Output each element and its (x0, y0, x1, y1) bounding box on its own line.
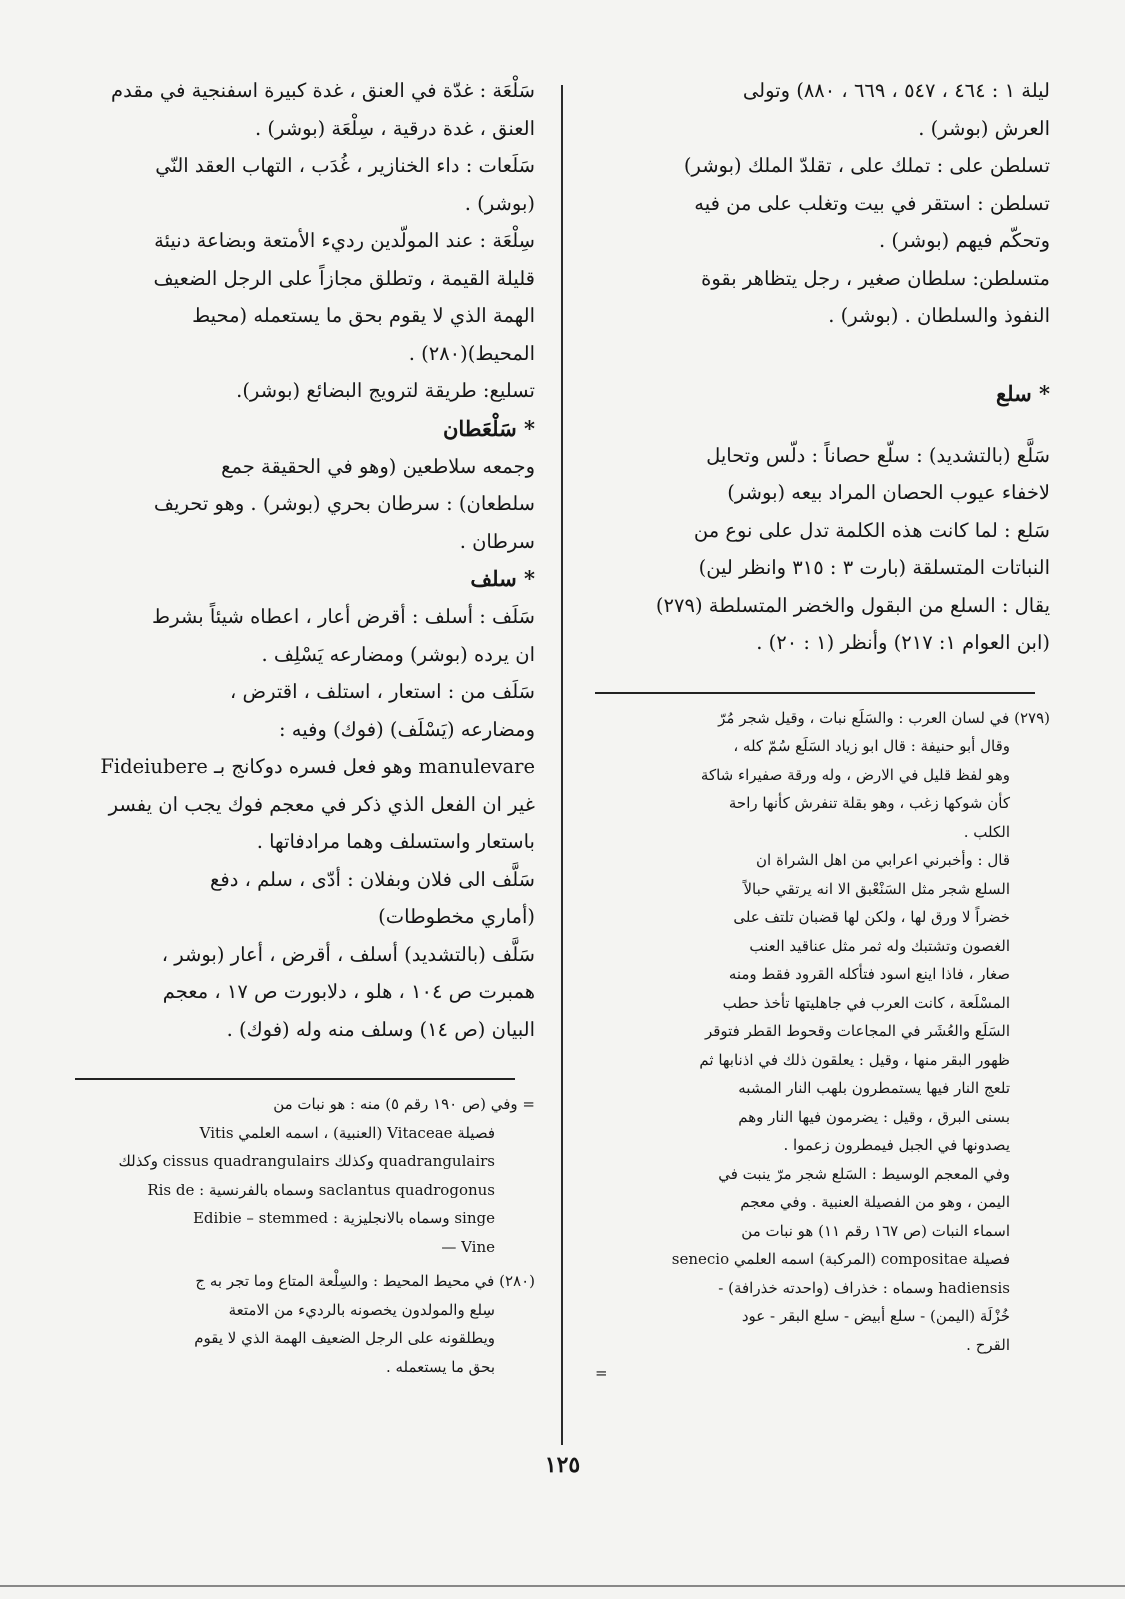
footnote-line: الكلب . (963, 822, 1010, 841)
entry-line: manulevare وهو فعل فسره دوكانج بـ Fideiubere (100, 755, 535, 778)
entry-line: العرش (بوشر) . (918, 116, 1050, 140)
footnote-line: بسنى البرق ، وقيل : يضرمون فيها النار وهم (738, 1107, 1010, 1126)
footnote-line: خُزْلَة (اليمن) - سلع أبيض - سلع البقر - عود (741, 1307, 1010, 1325)
footnote-line: القرح . (966, 1335, 1010, 1354)
entry-line: تسلطن على : تملك على ، تقلدّ الملك (بوشر) (683, 154, 1050, 177)
footnote-continuation (75, 1090, 535, 1261)
footnote-line: كأن شوكها زغب ، وهو بقلة تنفرش كأنها راحة (728, 794, 1010, 812)
entry-line: غير ان الفعل الذي ذكر في معجم فوك يجب ان يفسر (108, 792, 535, 816)
entry-line: باستعار واستسلف وهما مرادفاتها . (256, 830, 535, 853)
entry-line: متسلطن: سلطان صغير ، رجل يتظاهر بقوة (701, 266, 1050, 290)
footnote-line: سِلع والمولدون يخصونه بالرديء من الامتعة (228, 1300, 495, 1319)
footnote-line: وهو لفظ قليل في الارض ، وله ورقة صفيراء شاكة (700, 765, 1010, 784)
entry-line: قليلة القيمة ، وتطلق مجازاً على الرجل الضعيف (153, 266, 535, 290)
entry-line: سَلَّف (بالتشديد) أسلف ، أقرض ، أعار (بوشر ، (161, 942, 535, 966)
entry-line: العنق ، غدة درقية ، سِلْعَة (بوشر) . (255, 116, 535, 140)
section-heading: * سلع (995, 380, 1050, 406)
section-heading: * سَلْعَطان (442, 415, 535, 441)
footnote-279 (595, 704, 1050, 1388)
spacer (595, 335, 1050, 375)
entry-line: سَلَعات : داء الخنازير ، غُدَب ، التهاب العقد النّي (155, 154, 535, 177)
entry-line: ان يرده (بوشر) ومضارعه يَسْلِف . (261, 642, 535, 666)
footnote-line: الغصون وتشتبك وله ثمر مثل عناقيد العنب (749, 936, 1010, 955)
footnote-rule (595, 692, 1035, 694)
entry-line: الهمة الذي لا يقوم بحق ما يستعمله (محيط (192, 304, 535, 327)
footnote-line: اليمن ، وهو من الفصيلة العنبية . وفي معجم (740, 1193, 1010, 1211)
footnote-line: Vine — (441, 1237, 495, 1256)
entry-line: (أماري مخطوطات) (378, 905, 535, 928)
entry-line: سَلَف من : استعار ، استلف ، اقترض ، (230, 680, 535, 703)
entry-line: تسليع: طريقة لترويج البضائع (بوشر). (236, 379, 535, 402)
footnote-line: السلع شجر مثل السَنْعْبق الا انه يرتقي حبالاً (743, 879, 1010, 898)
entry-line: سرطان . (459, 529, 535, 553)
footnote-line: hadiensis وسماه : خذراف (واحدته خذرافة) - (718, 1278, 1010, 1297)
entry-line: تسلطن : استقر في بيت وتغلب على من فيه (694, 191, 1050, 215)
entry-line: سَلَف : أسلف : أقرض أعار ، اعطاه شيئاً بشرط (152, 605, 535, 628)
entry-line: النفوذ والسلطان . (بوشر) . (828, 304, 1050, 327)
footnote-line: تلعج النار فيها يستمطرون بلهب النار المشبه (738, 1079, 1010, 1097)
footnote-line: خضراً لا ورق لها ، ولكن لها قضبان تلتف على (733, 908, 1010, 926)
footnote-line: فصيلة compositae (المركبة) اسمه العلمي senecio (671, 1250, 1010, 1268)
footnote-line: المسْلَعة ، كانت العرب في جاهليتها تأخذ حطب (722, 993, 1010, 1012)
entry-line: سَلع : لما كانت هذه الكلمة تدل على نوع من (693, 518, 1050, 542)
footnote-line: يصدونها في الجبل فيمطرون زعموا . (783, 1136, 1010, 1154)
footnote-line: وقال أبو حنيفة : قال ابو زياد السَلَع سُمّ كله ، (733, 737, 1010, 755)
section-heading: * سلف (470, 566, 535, 591)
footnote-line: قال : وأخبرني اعرابي من اهل الشراة ان (756, 851, 1010, 869)
left-column (75, 72, 535, 1381)
footnote-line: (٢٧٩) في لسان العرب : والسَلَع نبات ، وقيل شجر مُرّ (718, 708, 1050, 727)
footnote-line: صغار ، فاذا اينع اسود فتأكله القرود فقط ومنه (728, 965, 1010, 983)
entry-line: سِلْعَة : عند المولّدين رديء الأمتعة وبضاعة دنيئة (154, 229, 535, 252)
spacer (595, 413, 1050, 437)
entry-line: البيان (ص ١٤) وسلف منه وله (فوك) . (226, 1017, 535, 1041)
footnote-rule (75, 1078, 515, 1080)
entry-line: سَلَّف الى فلان وبفلان : أدّى ، سلم ، دفع (210, 867, 535, 891)
footnote-280 (75, 1267, 535, 1381)
footnote-line: ظهور البقر منها ، وقيل : يعلقون ذلك في اذنابها ثم (699, 1050, 1010, 1069)
entry-line: لاخفاء عيوب الحصان المراد بيعه (بوشر) (727, 481, 1050, 504)
right-column (595, 72, 1050, 1388)
footnote-continuation-mark: = (595, 1364, 608, 1382)
footnote-line: السَلَع والعُشَر في المجاعات وقحوط القطر فتوقر (704, 1022, 1010, 1040)
footnote-line: saclantus quadrogonus وسماه بالفرنسية : Ris de (147, 1180, 495, 1199)
column-divider (561, 85, 563, 1445)
entry-line: وتحكّم فيهم (بوشر) . (879, 229, 1050, 252)
footnote-line: (٢٨٠) في محيط المحيط : والسِلْعة المتاع وما تجر به ج (195, 1272, 535, 1290)
entry-line: سلطعان) : سرطان بحري (بوشر) . وهو تحريف (153, 492, 535, 515)
entry-line: يقال : السلع من البقول والخضر المتسلطة (٢٧٩) (655, 593, 1050, 617)
entry-line: (بوشر) . (464, 191, 535, 215)
page-number: ١٢٥ (544, 1452, 581, 1478)
entry-line: ليلة ١ : ٤٦٤ ، ٥٤٧ ، ٦٦٩ ، ٨٨٠) وتولى (742, 79, 1050, 102)
scan-edge (0, 1585, 1125, 1587)
entry-line: وجمعه سلاطعين (وهو في الحقيقة جمع (221, 454, 535, 478)
footnote-line: singe وسماه بالانجليزية : Edibie – stemmed (192, 1209, 495, 1227)
footnote-line: وفي المعجم الوسيط : السَلع شجر مرّ ينبت في (718, 1164, 1010, 1183)
entry-line: همبرت ص ١٠٤ ، هلو ، دلابورت ص ١٧ ، معجم (162, 980, 535, 1003)
footnote-line: اسماء النبات (ص ١٦٧ رقم ١١) هو نبات من (741, 1221, 1010, 1240)
footnote-line: فصيلة Vitaceae (العنبية) ، اسمه العلمي Vitis (199, 1123, 495, 1142)
entry-line: سَلَّع (بالتشديد) : سلّع حصاناً : دلّس وتحايل (706, 443, 1050, 467)
footnote-line: بحق ما يستعمله . (385, 1357, 495, 1376)
entry-line: (ابن العوام ١: ٢١٧) وأنظر (١ : ٢٠) . (756, 631, 1050, 654)
entry-line: المحيط)(٢٨٠) . (408, 341, 535, 365)
footnote-line: ويطلقونه على الرجل الضعيف الهمة الذي لا يقوم (194, 1329, 495, 1347)
entry-line: ومضارعه (يَسْلَف) (فوك) وفيه : (278, 717, 535, 741)
footnote-line: = وفي (ص ١٩٠ رقم ٥) منه : هو نبات من (273, 1095, 535, 1113)
entry-line: النباتات المتسلقة (بارت ٣ : ٣١٥ وانظر لين) (698, 556, 1050, 579)
footnote-line: quadrangulairs وكذلك cissus quadrangulairs وكذلك (118, 1152, 495, 1170)
entry-line: سَلْعَة : غدّة في العنق ، غدة كبيرة اسفنجية في مقدم (111, 79, 535, 102)
